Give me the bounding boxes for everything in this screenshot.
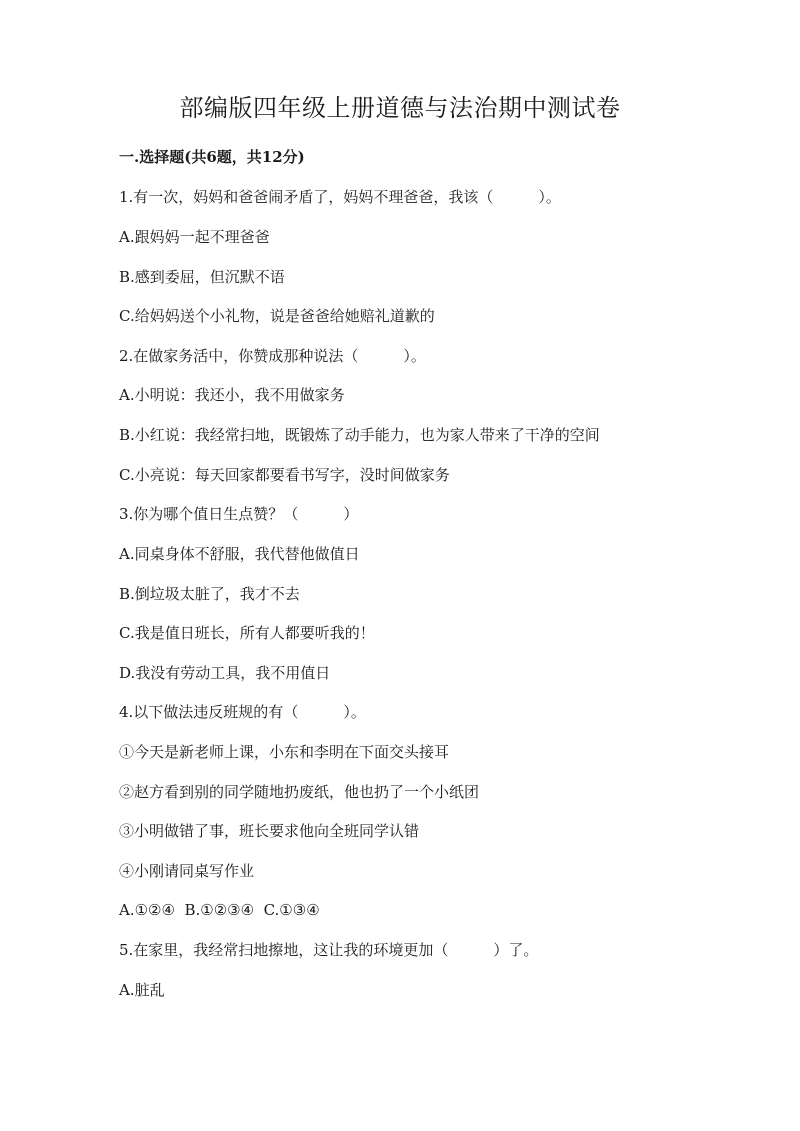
q3-option-c: C.我是值日班长，所有人都要听我的！ — [119, 624, 375, 642]
q4-statement-2: ②赵方看到别的同学随地扔废纸，他也扔了一个小纸团 — [119, 783, 480, 801]
q2-option-c: C.小亮说：每天回家都要看书写字，没时间做家务 — [119, 466, 450, 484]
q4-statement-1: ①今天是新老师上课，小东和李明在下面交头接耳 — [119, 743, 450, 761]
q4-options: A.①②④ B.①②③④ C.①③④ — [119, 901, 320, 919]
q1-option-c: C.给妈妈送个小礼物，说是爸爸给她赔礼道歉的 — [119, 307, 435, 325]
question-1: 1.有一次，妈妈和爸爸闹矛盾了，妈妈不理爸爸，我该（ ）。 — [119, 188, 561, 206]
question-2: 2.在做家务活中，你赞成那种说法（ ）。 — [119, 347, 426, 365]
q3-option-a: A.同桌身体不舒服，我代替他做值日 — [119, 545, 360, 563]
q3-option-b: B.倒垃圾太脏了，我才不去 — [119, 585, 300, 603]
q2-option-b: B.小红说：我经常扫地，既锻炼了动手能力，也为家人带来了干净的空间 — [119, 426, 600, 444]
q4-statement-4: ④小刚请同桌写作业 — [119, 862, 255, 880]
question-4: 4.以下做法违反班规的有（ ）。 — [119, 703, 366, 721]
exam-title: 部编版四年级上册道德与法治期中测试卷 — [179, 94, 621, 122]
q2-option-a: A.小明说：我还小，我不用做家务 — [119, 386, 345, 404]
q3-option-d: D.我没有劳动工具，我不用值日 — [119, 664, 331, 682]
section-heading: 一.选择题(共6题，共12分) — [119, 148, 305, 166]
question-3: 3.你为哪个值日生点赞？（ ） — [119, 505, 359, 523]
q1-option-a: A.跟妈妈一起不理爸爸 — [119, 228, 270, 246]
q5-option-a: A.脏乱 — [119, 981, 165, 999]
question-5: 5.在家里，我经常扫地擦地，这让我的环境更加（ ）了。 — [119, 941, 539, 959]
q1-option-b: B.感到委屈，但沉默不语 — [119, 268, 285, 286]
q4-statement-3: ③小明做错了事，班长要求他向全班同学认错 — [119, 822, 420, 840]
